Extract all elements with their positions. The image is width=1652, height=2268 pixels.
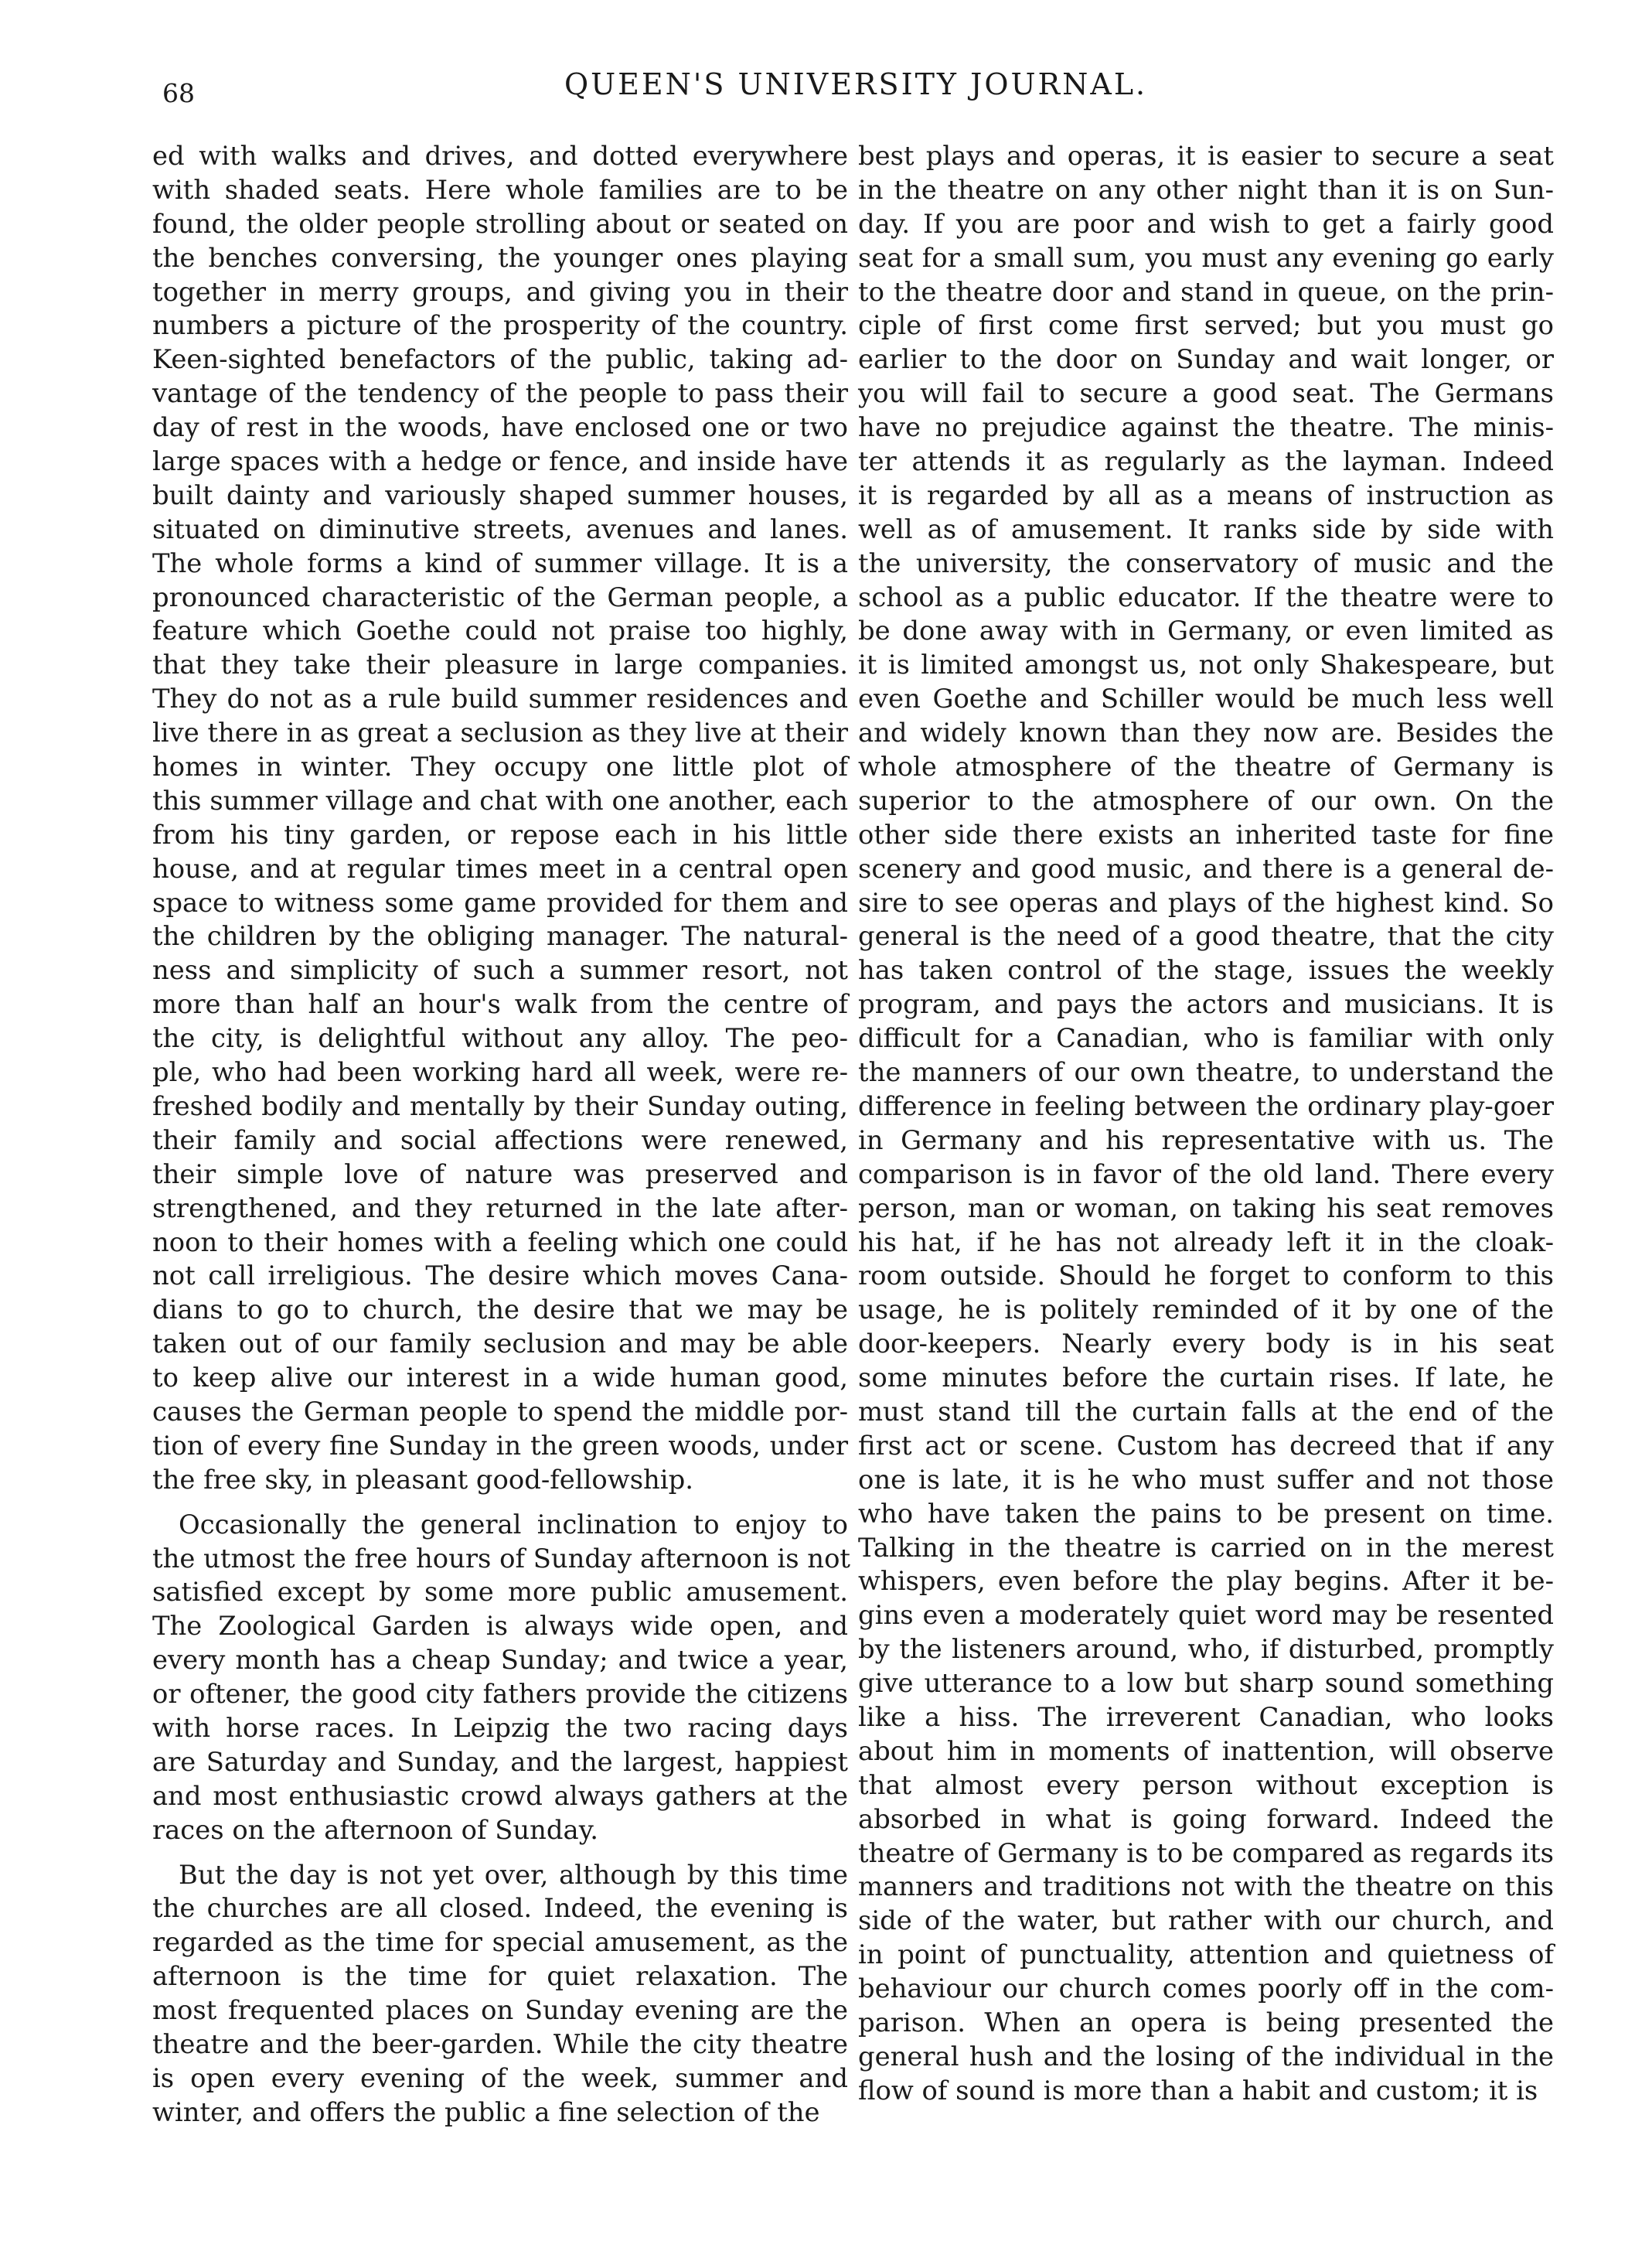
text-line: door-keepers. Nearly every body is in his seat	[858, 1328, 1554, 1359]
text-line: their family and social affections were renewed,	[152, 1124, 848, 1155]
text-line: behaviour our church comes poorly off in the com-	[858, 1973, 1554, 2004]
text-line: feature which Goethe could not praise too highly,	[152, 616, 848, 646]
text-line: causes the German people to spend the middle por-	[152, 1396, 848, 1427]
text-line: theatre of Germany is to be compared as regards its	[858, 1837, 1554, 1868]
text-line: Talking in the theatre is carried on in the merest	[858, 1532, 1554, 1563]
text-line: homes in winter. They occupy one little plot of	[152, 752, 848, 783]
text-line: this summer village and chat with one another, each	[152, 785, 848, 816]
text-line: to keep alive our interest in a wide human good,	[152, 1363, 848, 1393]
paragraph-gap	[152, 1847, 848, 1858]
text-line: regarded as the time for special amusement, as the	[152, 1927, 848, 1958]
text-line: with horse races. In Leipzig the two racing days	[152, 1712, 848, 1743]
text-line: the children by the obliging manager. The natural-	[152, 921, 848, 952]
text-line: strengthened, and they returned in the late after-	[152, 1192, 848, 1223]
text-line: room outside. Should he forget to conform to this	[858, 1260, 1554, 1291]
left-column	[152, 139, 848, 2130]
text-line: not call irreligious. The desire which moves Cana-	[152, 1260, 848, 1291]
text-line: gins even a moderately quiet word may be resented	[858, 1600, 1554, 1631]
text-line: winter, and offers the public a fine selection of the	[152, 2096, 820, 2127]
text-line: and most enthusiastic crowd always gathers at the	[152, 1780, 848, 1811]
text-line: whispers, even before the play begins. After it be-	[858, 1566, 1554, 1597]
text-line: freshed bodily and mentally by their Sunday outing,	[152, 1090, 848, 1121]
text-line: has taken control of the stage, issues the weekly	[858, 955, 1554, 986]
text-line: found, the older people strolling about or seated on	[152, 208, 848, 239]
text-line: earlier to the door on Sunday and wait longer, or	[858, 344, 1554, 375]
text-line: it is regarded by all as a means of instruction as	[858, 479, 1554, 510]
text-line: races on the afternoon of Sunday.	[152, 1814, 599, 1845]
text-line: give utterance to a low but sharp sound something	[858, 1668, 1554, 1699]
text-line: The Zoological Garden is always wide open, and	[152, 1611, 848, 1642]
text-line: the city, is delightful without any alloy. The peo-	[152, 1023, 848, 1054]
text-line: seat for a small sum, you must any evening go early	[858, 242, 1554, 273]
text-line: from his tiny garden, or repose each in his little	[152, 819, 848, 850]
text-line: one is late, it is he who must suffer and not those	[858, 1464, 1554, 1495]
text-line: day. If you are poor and wish to get a fairly good	[858, 208, 1554, 239]
text-line: Keen-sighted benefactors of the public, taking ad-	[152, 344, 848, 375]
text-line: the benches conversing, the younger ones playing	[152, 242, 848, 273]
paragraph	[152, 1858, 848, 2130]
text-line: flow of sound is more than a habit and custom; it is	[858, 2075, 1538, 2106]
paragraph	[152, 139, 848, 1497]
text-line: the university, the conservatory of music and the	[858, 547, 1554, 578]
text-line: dians to go to church, the desire that we may be	[152, 1294, 848, 1325]
right-column	[858, 139, 1554, 2108]
text-line: difficult for a Canadian, who is familiar with only	[858, 1023, 1554, 1054]
text-line: best plays and operas, it is easier to secure a seat	[858, 141, 1554, 171]
text-line: you will fail to secure a good seat. The Germans	[858, 378, 1554, 409]
text-line: afternoon is the time for quiet relaxation. The	[152, 1961, 848, 1992]
text-line: the manners of our own theatre, to understand the	[858, 1057, 1554, 1088]
text-line: manners and traditions not with the theatre on this	[858, 1871, 1554, 1902]
text-line: ness and simplicity of such a summer resort, not	[152, 955, 848, 986]
text-line: their simple love of nature was preserved and	[152, 1158, 848, 1189]
text-line: built dainty and variously shaped summer houses,	[152, 479, 848, 510]
paragraph	[152, 1508, 848, 1847]
text-line: that almost every person without exception is	[858, 1769, 1554, 1800]
text-line: like a hiss. The irreverent Canadian, who looks	[858, 1701, 1554, 1732]
text-line: his hat, if he has not already left it in the cloak-	[858, 1226, 1554, 1257]
text-line: that they take their pleasure in large companies.	[152, 650, 848, 680]
text-line: the churches are all closed. Indeed, the evening is	[152, 1893, 848, 1924]
text-line: satisfied except by some more public amusement.	[152, 1577, 848, 1608]
text-line: noon to their homes with a feeling which one could	[152, 1226, 848, 1257]
text-line: other side there exists an inherited taste for fine	[858, 819, 1554, 850]
text-line: person, man or woman, on taking his seat removes	[858, 1192, 1554, 1223]
text-line: it is limited amongst us, not only Shakespeare, but	[858, 650, 1554, 680]
text-line: They do not as a rule build summer residences and	[152, 684, 848, 715]
text-line: well as of amusement. It ranks side by side with	[858, 513, 1554, 544]
text-line: situated on diminutive streets, avenues and lanes.	[152, 513, 848, 544]
text-line: about him in moments of inattention, will observe	[858, 1735, 1554, 1766]
text-line: large spaces with a hedge or fence, and inside have	[152, 446, 848, 477]
text-line: must stand till the curtain falls at the end of the	[858, 1396, 1554, 1427]
text-line: The whole forms a kind of summer village. It is a	[152, 547, 848, 578]
text-line: superior to the atmosphere of our own. On the	[858, 785, 1554, 816]
text-line: Occasionally the general inclination to enjoy to	[179, 1509, 848, 1540]
text-line: in Germany and his representative with us. The	[858, 1124, 1554, 1155]
text-line: the utmost the free hours of Sunday afternoon is not	[152, 1543, 850, 1574]
text-line: is open every evening of the week, summer and	[152, 2062, 848, 2093]
text-line: usage, he is politely reminded of it by one of the	[858, 1294, 1554, 1325]
text-line: side of the water, but rather with our church, and	[858, 1905, 1554, 1936]
text-line: and widely known than they now are. Besides the	[858, 718, 1554, 749]
text-line: some minutes before the curtain rises. If late, he	[858, 1363, 1554, 1393]
text-line: live there in as great a seclusion as they live at their	[152, 718, 848, 749]
page-number: 68	[162, 78, 195, 108]
text-line: scenery and good music, and there is a general de-	[858, 853, 1554, 884]
text-line: the free sky, in pleasant good-fellowship.	[152, 1464, 693, 1495]
text-line: comparison is in favor of the old land. There every	[858, 1158, 1554, 1189]
text-line: to the theatre door and stand in queue, on the prin-	[858, 276, 1554, 307]
text-line: even Goethe and Schiller would be much less well	[858, 684, 1554, 715]
text-line: more than half an hour's walk from the centre of	[152, 989, 848, 1020]
text-line: who have taken the pains to be present on time.	[858, 1498, 1554, 1529]
text-line: ter attends it as regularly as the layman. Indeed	[858, 446, 1554, 477]
text-line: be done away with in Germany, or even limited as	[858, 616, 1554, 646]
text-line: space to witness some game provided for them and	[152, 887, 848, 918]
text-line: with shaded seats. Here whole families are to be	[152, 174, 848, 205]
text-line: general hush and the losing of the individual in the	[858, 2041, 1554, 2072]
text-line: sire to see operas and plays of the highest kind. So	[858, 887, 1554, 918]
paragraph	[858, 139, 1554, 2108]
text-line: tion of every fine Sunday in the green woods, under	[152, 1430, 848, 1461]
text-line: theatre and the beer-garden. While the city theatre	[152, 2028, 848, 2059]
text-line: are Saturday and Sunday, and the largest, happiest	[152, 1746, 848, 1777]
text-line: in point of punctuality, attention and quietness of	[858, 1939, 1554, 1970]
text-line: ciple of first come first served; but you must go	[858, 310, 1554, 341]
running-head: QUEEN'S UNIVERSITY JOURNAL.	[564, 67, 1148, 101]
text-line: school as a public educator. If the theatre were to	[858, 581, 1554, 612]
text-line: taken out of our family seclusion and may be able	[152, 1328, 848, 1359]
text-line: numbers a picture of the prosperity of the country.	[152, 310, 848, 341]
text-line: ple, who had been working hard all week, were re-	[152, 1057, 848, 1088]
text-line: day of rest in the woods, have enclosed one or two	[152, 412, 848, 443]
text-line: first act or scene. Custom has decreed that if any	[858, 1430, 1554, 1461]
text-line: difference in feeling between the ordinary play-goer	[858, 1090, 1554, 1121]
text-line: house, and at regular times meet in a central open	[152, 853, 848, 884]
text-line: vantage of the tendency of the people to pass their	[152, 378, 848, 409]
text-line: whole atmosphere of the theatre of Germany is	[858, 752, 1554, 783]
text-line: But the day is not yet over, although by this time	[179, 1859, 848, 1890]
text-line: program, and pays the actors and musicians. It is	[858, 989, 1554, 1020]
paragraph-gap	[152, 1497, 848, 1508]
text-line: have no prejudice against the theatre. The minis-	[858, 412, 1554, 443]
text-line: or oftener, the good city fathers provide the citizens	[152, 1679, 848, 1710]
text-line: most frequented places on Sunday evening are the	[152, 1995, 848, 2026]
text-line: ed with walks and drives, and dotted everywhere	[152, 141, 848, 171]
text-line: parison. When an opera is being presented the	[858, 2007, 1554, 2038]
text-line: every month has a cheap Sunday; and twice a year,	[152, 1645, 848, 1676]
text-line: pronounced characteristic of the German people, a	[152, 581, 848, 612]
text-line: by the listeners around, who, if disturbed, promptly	[858, 1634, 1554, 1665]
text-line: absorbed in what is going forward. Indeed the	[858, 1803, 1554, 1834]
text-line: in the theatre on any other night than it is on Sun-	[858, 174, 1554, 205]
text-line: together in merry groups, and giving you in their	[152, 276, 848, 307]
text-line: general is the need of a good theatre, that the city	[858, 921, 1554, 952]
